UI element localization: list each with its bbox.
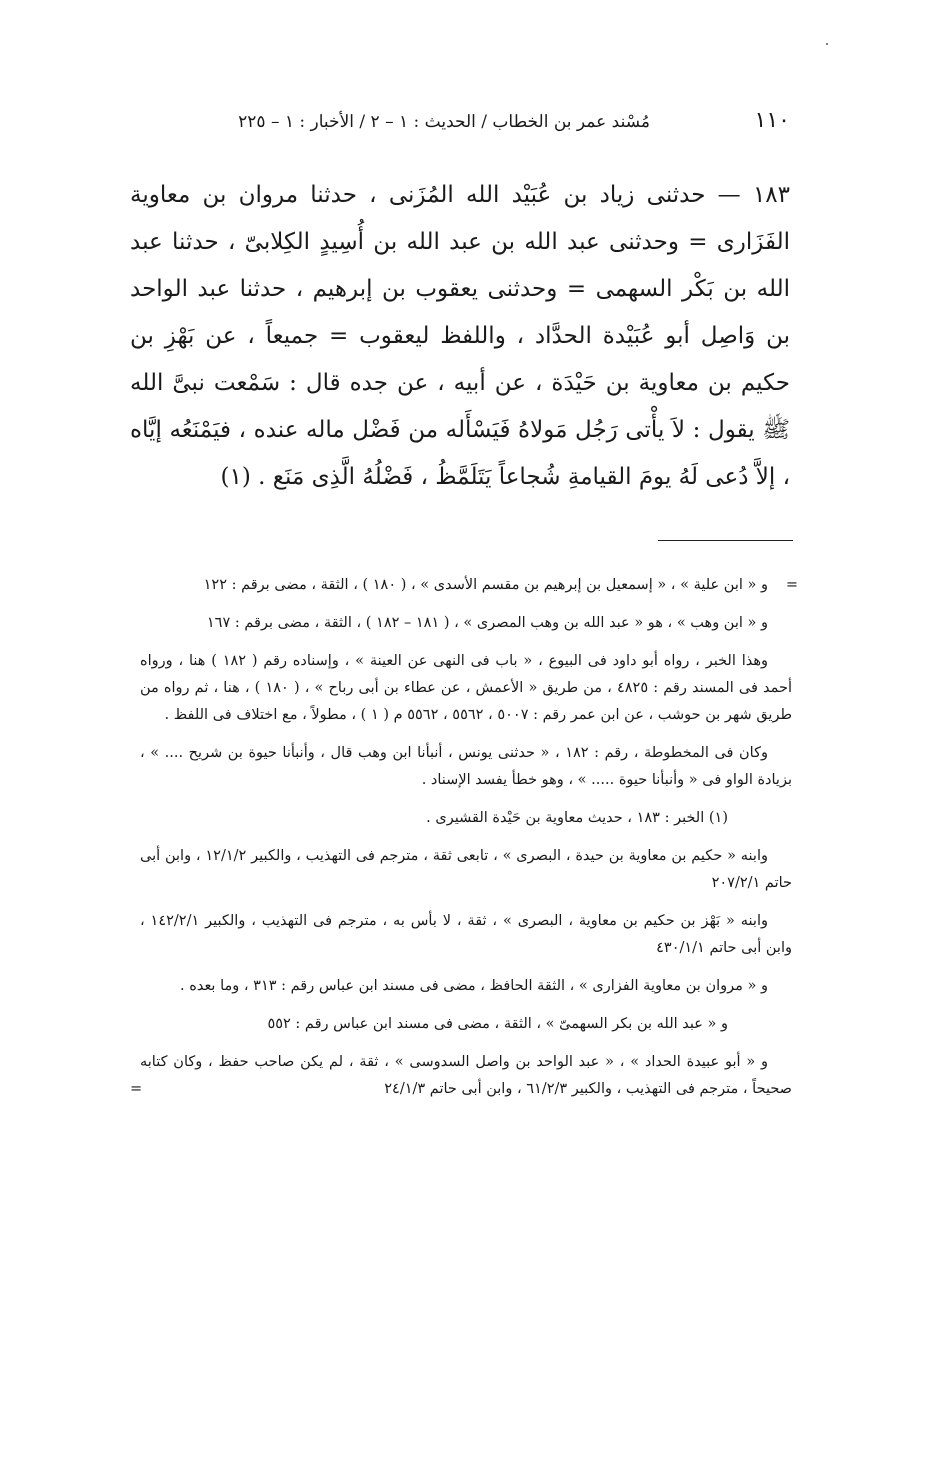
footnote-ibn-wahb: و « ابن وهب » ، هو « عبد الله بن وهب المصرى » ، ( ١٨١ – ١٨٢ ) ، الثقة ، مضى برقم : ١٦٧ [206,615,768,631]
page-number: ١١٠ [754,108,790,133]
hadith-text [130,172,790,501]
footnote-abdallah-bakr: و « عبد الله بن بكر السهمىّ » ، الثقة ، مضى فى مسند ابن عباس رقم : ٥٥٢ [267,1016,728,1032]
page-header [150,108,790,142]
continuation-mark: = [785,577,798,593]
footnote-hakim: وابنه « حكيم بن معاوية بن حيدة ، البصرى » ، تابعى ثقة ، مترجم فى التهذيب ، والكبير ١٢/١/٢ ، وابن أبى حاتم ٢٠٧/٢/١ [140,848,792,891]
footnote-one: (١) الخبر : ١٨٣ ، حديث معاوية بن حَيْدة القشيرى . [426,810,728,826]
footnotes [130,572,798,1114]
footnote-abu-dawud: وهذا الخبر ، رواه أبو داود فى البيوع ، « باب فى النهى عن العينة » ، وإسناده رقم ( ١٨٢ ) هنا ، ورواه أحمد فى المسند رقم : ٤٨٢٥ ، من طريق « الأعمش ، عن عطاء بن أبى رباح » ، ( ١٨٠ ) ، هنا ، ثم رواه من طريق شهر بن حوشب ، عن ابن عمر رقم : ٥٠٠٧ ، ٥٥٦٢ ، ٥٥٦٢ م ( ١ ) ، مطولاً ، مع اختلاف فى اللفظ . [140,653,792,723]
footnote-manuscript: وكان فى المخطوطة ، رقم : ١٨٢ ، « حدثنى يونس ، أنبأنا ابن وهب قال ، وأنبأنا حيوة بن شريح .... » ، بزيادة الواو فى « وأنبأنا حيوة ..... » ، وهو خطأ يفسد الإسناد . [140,745,792,788]
footnote-text: و « أبو عبيدة الحداد » ، « عبد الواحد بن واصل السدوسى » ، ثقة ، لم يكن صاحب حفظ ، وكان كتابه صحيحاً ، مترجم فى التهذيب ، والكبير ٦١/٢/٣ ، وابن أبى حاتم ٢٤/١/٣ [140,1054,792,1097]
scan-speck [826,43,828,45]
footnote-bahz: وابنه « بَهْز بن حكيم بن معاوية ، البصرى » ، ثقة ، لا بأس به ، مترجم فى التهذيب ، والكبير ١٤٢/٢/١ ، وابن أبى حاتم ٤٣٠/١/١ [140,913,792,956]
footnote-ibn-ulayya [140,572,798,599]
continuation-mark-end: = [130,1081,143,1097]
hadith-paragraph: ١٨٣ — حدثنى زياد بن عُبَيْد الله المُزَنى ، حدثنا مروان بن معاوية الفَزَارى = وحدثنى عبد الله بن عبد الله بن أُسِيدٍ الكِلابىّ ، حدثنا عبد الله بن بَكْر السهمى = وحدثنى يعقوب بن إبرهيم ، حدثنا عبد الواحد بن وَاصِل أبو عُبَيْدة الحدَّاد ، واللفظ ليعقوب = جميعاً ، عن بَهْزِ بن حكيم بن معاوية بن حَيْدَة ، عن أبيه ، عن جده قال : سَمْعت نبىَّ الله ﷺ يقول : لاَ يأْتى رَجُل مَولاهُ فَيَسْأَله من فَضْل ماله عنده ، فيَمْنَعُه إيَّاه ، إلاَّ دُعى لَهُ يومَ القيامةِ شُجاعاً يَتَلَمَّظُ ، فَضْلُهُ الَّذِى مَنَع . (١) [130,182,791,490]
running-title: مُسْند عمر بن الخطاب / الحديث : ١ – ٢ / الأخبار : ١ – ٢٢٥ [238,112,650,132]
footnote-separator [658,540,793,541]
footnote-abu-ubayda [130,1049,792,1103]
footnote-text: و « ابن علية » ، « إسمعيل بن إبرهيم بن مقسم الأسدى » ، ( ١٨٠ ) ، الثقة ، مضى برقم : ١٢٢ [203,577,768,593]
footnote-marwan: و « مروان بن معاوية الفزارى » ، الثقة الحافظ ، مضى فى مسند ابن عباس رقم : ٣١٣ ، وما بعده . [180,978,768,994]
